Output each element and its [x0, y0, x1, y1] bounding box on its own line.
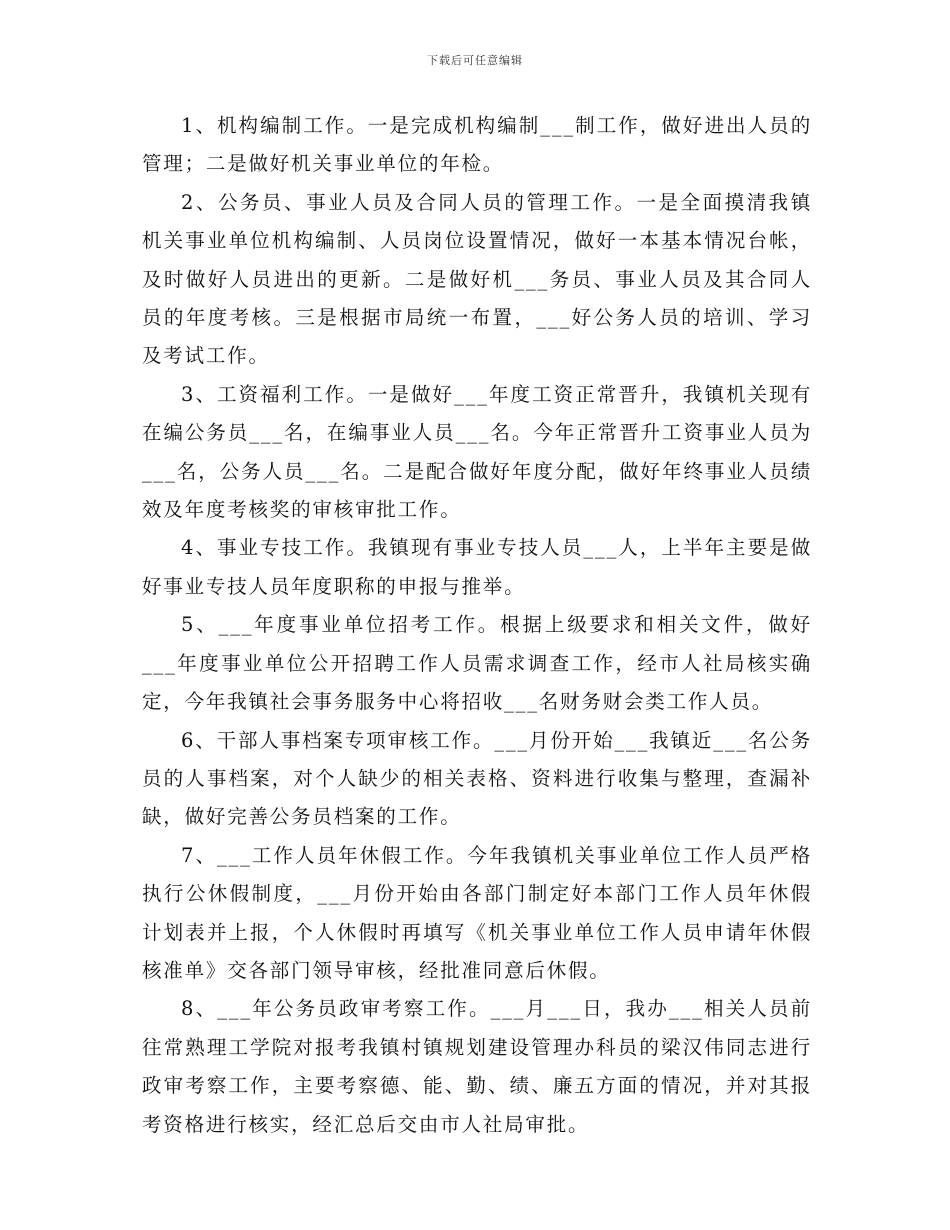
paragraph-3: 3、工资福利工作。一是做好___年度工资正常晋升，我镇机关现有在编公务员___名，在编事业人员___名。今年正常晋升工资事业人员为___名，公务人员___名。二是配合做好年度分配，做好年终事业人员绩效及年度考核奖的审核审批工作。 — [142, 382, 812, 522]
page-header: 下载后可任意编辑 — [427, 54, 523, 67]
document-body — [142, 107, 812, 1144]
paragraph-8: 8、___年公务员政审考察工作。___月___日，我办___相关人员前往常熟理工学院对报考我镇村镇规划建设管理办科员的梁汉伟同志进行政审考察工作，主要考察德、能、勤、绩、廉五方面的情况，并对其报考资格进行核实，经汇总后交由市人社局审批。 — [142, 997, 812, 1136]
paragraph-2: 2、公务员、事业人员及合同人员的管理工作。一是全面摸清我镇机关事业单位机构编制、人员岗位设置情况，做好一本基本情况台帐，及时做好人员进出的更新。二是做好机___务员、事业人员及其合同人员的年度考核。三是根据市局统一布置，___好公务人员的培训、学习及考试工作。 — [142, 190, 812, 368]
paragraph-4: 4、事业专技工作。我镇现有事业专技人员___人，上半年主要是做好事业专技人员年度职称的申报与推举。 — [142, 536, 812, 598]
paragraph-7: 7、___工作人员年休假工作。今年我镇机关事业单位工作人员严格执行公休假制度，___月份开始由各部门制定好本部门工作人员年休假计划表并上报，个人休假时再填写《机关事业单位工作人员申请年休假核准单》交各部门领导审核，经批准同意后休假。 — [142, 843, 812, 982]
paragraph-5: 5、___年度事业单位招考工作。根据上级要求和相关文件，做好___年度事业单位公开招聘工作人员需求调查工作，经市人社局核实确定，今年我镇社会事务服务中心将招收___名财务财会类工作人员。 — [142, 613, 812, 714]
paragraph-1: 1、机构编制工作。一是完成机构编制___制工作，做好进出人员的管理；二是做好机关事业单位的年检。 — [142, 114, 812, 176]
paragraph-6: 6、干部人事档案专项审核工作。___月份开始___我镇近___名公务员的人事档案，对个人缺少的相关表格、资料进行收集与整理，查漏补缺，做好完善公务员档案的工作。 — [142, 728, 812, 829]
